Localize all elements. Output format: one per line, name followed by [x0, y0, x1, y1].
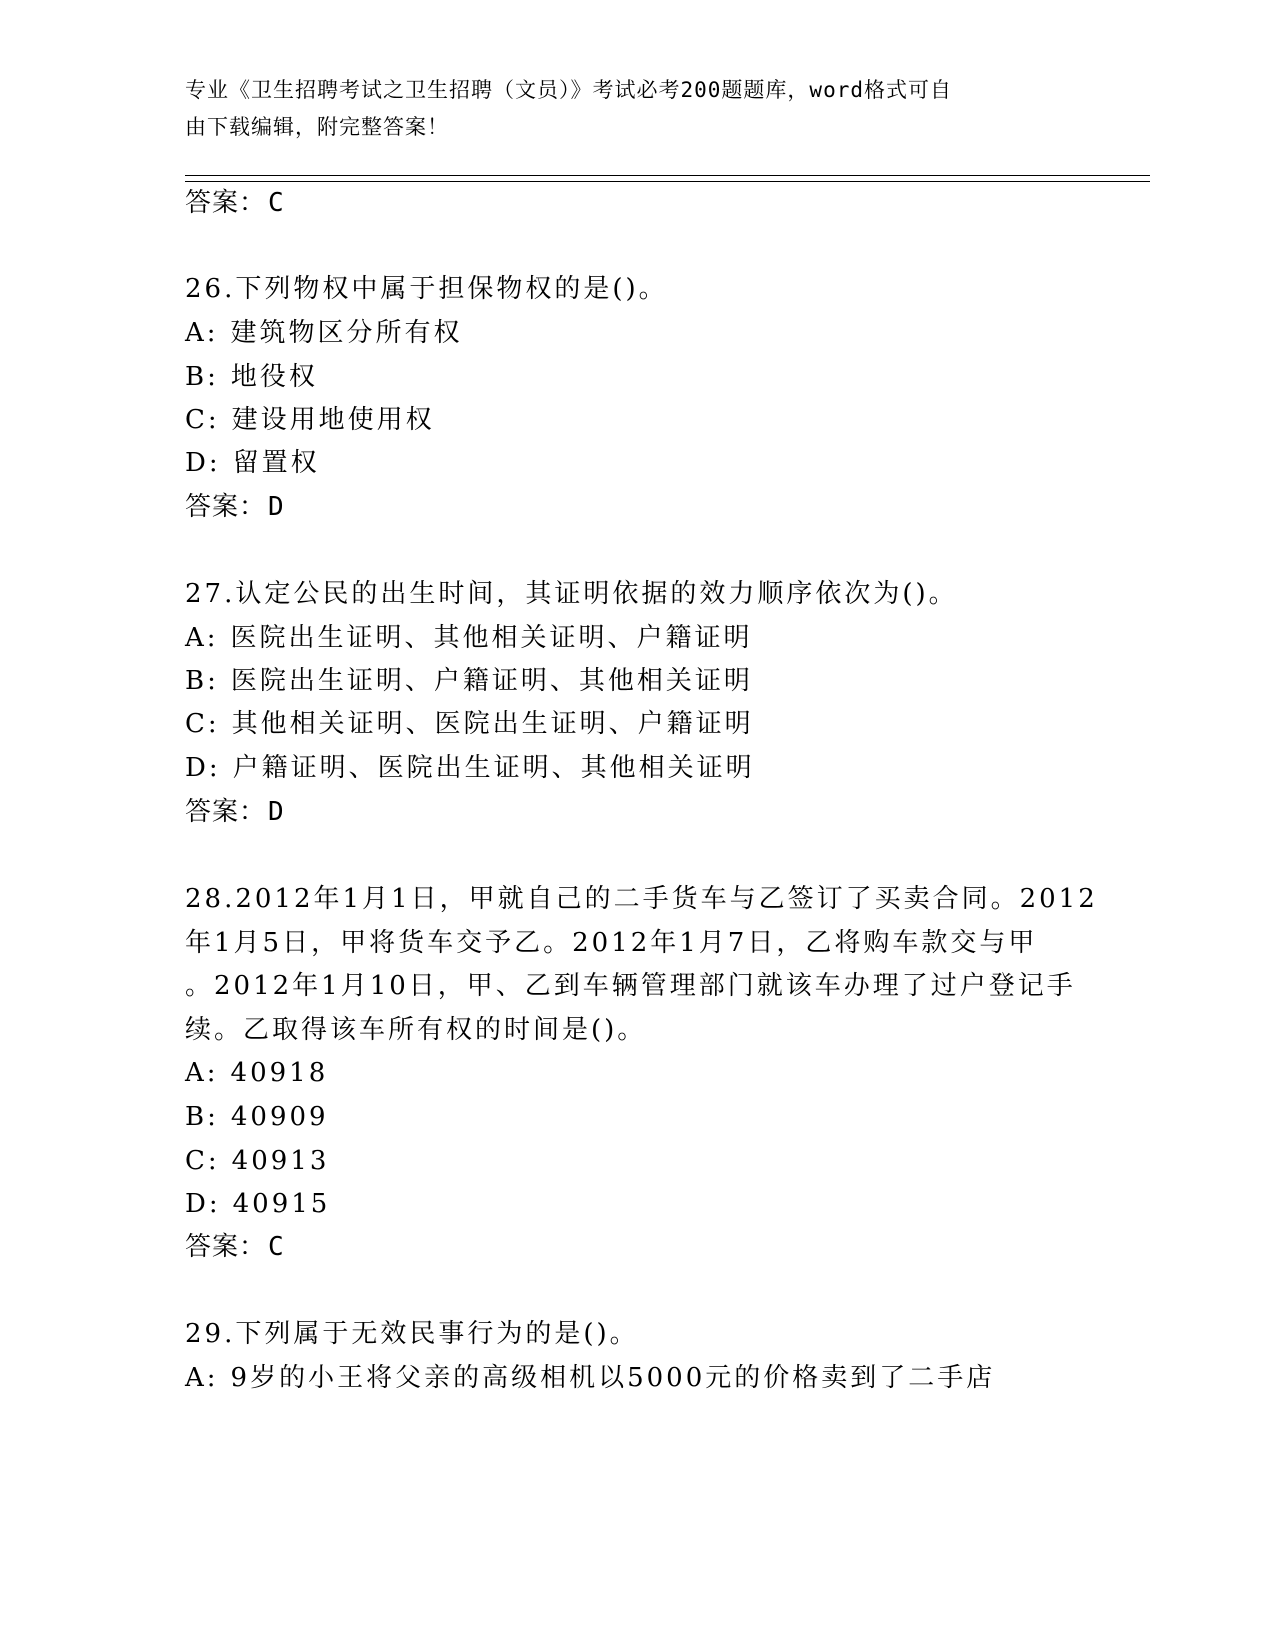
answer-value: D — [268, 492, 285, 522]
question-27-stem: 27.认定公民的出生时间，其证明依据的效力顺序依次为()。 — [185, 579, 958, 609]
question-26-option-b — [185, 360, 318, 394]
answer-26 — [185, 490, 285, 524]
option-text: 建设用地使用权 — [231, 405, 435, 435]
option-text: 医院出生证明、户籍证明、其他相关证明 — [230, 666, 753, 696]
option-letter: A: — [185, 1058, 219, 1088]
header-divider-top — [185, 175, 1150, 176]
option-text: 40909 — [230, 1102, 329, 1132]
option-letter: B: — [185, 666, 219, 696]
question-27-option-c — [185, 707, 754, 741]
option-text: 40918 — [230, 1058, 329, 1088]
question-27-option-d — [185, 751, 755, 785]
question-28-option-b — [185, 1100, 329, 1134]
answer-label: 答案： — [185, 188, 267, 218]
header-divider-bottom — [185, 181, 1150, 182]
question-28-option-a — [185, 1056, 328, 1090]
question-28-option-c — [185, 1144, 329, 1178]
question-26-stem: 26.下列物权中属于担保物权的是()。 — [185, 274, 668, 304]
option-letter: B: — [185, 362, 219, 392]
answer-label: 答案： — [185, 1232, 267, 1262]
question-26-option-c — [185, 403, 435, 437]
question-29-stem: 29.下列属于无效民事行为的是()。 — [185, 1319, 639, 1349]
option-letter: B: — [185, 1102, 219, 1132]
answer-27 — [185, 795, 285, 829]
option-text: 留置权 — [232, 448, 320, 478]
option-letter: D: — [185, 448, 221, 478]
header-line-1: 专业《卫生招聘考试之卫生招聘（文员）》考试必考200题题库，word格式可自 — [185, 78, 952, 102]
question-28-stem-line-1: 28.2012年1月1日，甲就自己的二手货车与乙签订了买卖合同。2012 — [185, 884, 1098, 914]
option-letter: D: — [185, 753, 221, 783]
answer-prev — [185, 186, 285, 220]
answer-label: 答案： — [185, 492, 267, 522]
answer-28 — [185, 1230, 285, 1264]
option-letter: A: — [185, 623, 219, 653]
answer-value: D — [268, 797, 285, 827]
option-text: 9岁的小王将父亲的高级相机以5000元的价格卖到了二手店 — [230, 1363, 996, 1393]
option-text: 地役权 — [230, 362, 318, 392]
question-28-stem-line-4: 续。乙取得该车所有权的时间是()。 — [185, 1015, 647, 1045]
question-28-stem-line-2: 年1月5日，甲将货车交予乙。2012年1月7日，乙将购车款交与甲 — [185, 928, 1038, 958]
option-letter: C: — [185, 405, 220, 435]
option-text: 其他相关证明、医院出生证明、户籍证明 — [231, 709, 754, 739]
question-27-option-a — [185, 621, 753, 655]
header-line-2: 由下载编辑，附完整答案！ — [185, 115, 449, 139]
question-26-option-a — [185, 316, 463, 350]
question-29-option-a — [185, 1361, 995, 1395]
option-text: 40915 — [232, 1189, 331, 1219]
question-28-stem-line-3: 。2012年1月10日，甲、乙到车辆管理部门就该车办理了过户登记手 — [185, 971, 1076, 1001]
option-letter: C: — [185, 1146, 220, 1176]
question-28-option-d — [185, 1187, 330, 1221]
option-text: 40913 — [231, 1146, 330, 1176]
option-letter: D: — [185, 1189, 221, 1219]
answer-value: C — [268, 1232, 285, 1262]
answer-label: 答案： — [185, 797, 267, 827]
question-27-option-b — [185, 664, 753, 698]
option-text: 户籍证明、医院出生证明、其他相关证明 — [232, 753, 755, 783]
option-text: 医院出生证明、其他相关证明、户籍证明 — [230, 623, 753, 653]
document-header — [185, 72, 1085, 146]
question-26-option-d — [185, 446, 320, 480]
answer-value: C — [268, 188, 285, 218]
option-letter: C: — [185, 709, 220, 739]
option-letter: A: — [185, 1363, 219, 1393]
option-letter: A: — [185, 318, 219, 348]
option-text: 建筑物区分所有权 — [230, 318, 463, 348]
